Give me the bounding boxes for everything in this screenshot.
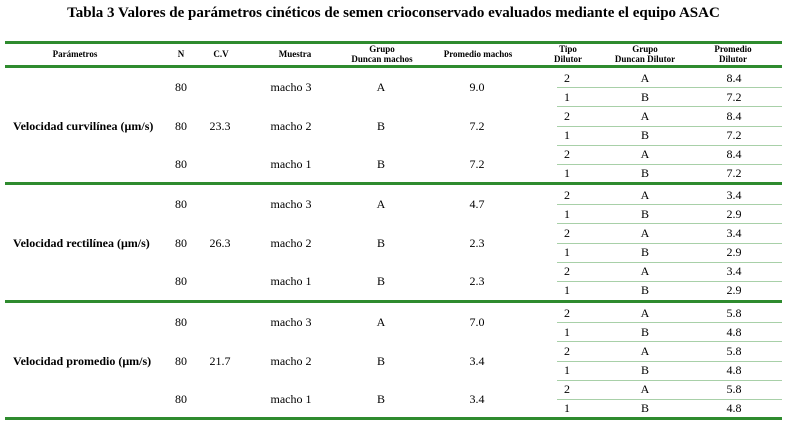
dilutor-row-divider (557, 341, 782, 342)
tipo-dilutor-value: 2 (564, 264, 570, 279)
promedio-machos-value: 4.7 (469, 197, 485, 212)
tipo-dilutor-value: 2 (564, 70, 570, 85)
grupo-machos-value: B (376, 235, 386, 250)
dilutor-row-divider (557, 399, 782, 400)
col-header-tipo-dilutor (547, 42, 589, 66)
tipo-dilutor-value: 1 (564, 89, 570, 104)
promedio-dilutor-value: 7.2 (726, 166, 742, 181)
col-header-promedio-machos (432, 42, 524, 66)
n-value: 80 (175, 273, 187, 288)
dilutor-row-divider (557, 126, 782, 127)
col-header-label: Duncan machos (351, 54, 413, 64)
promedio-machos-value: 7.2 (469, 118, 485, 133)
n-value: 80 (175, 197, 187, 212)
grupo-dilutor-value: B (640, 206, 650, 221)
promedio-dilutor-value: 4.8 (726, 363, 742, 378)
grupo-machos-value: B (376, 391, 386, 406)
grupo-dilutor-value: B (640, 401, 650, 416)
n-value: 80 (175, 156, 187, 171)
parameter-label: Velocidad promedio (μm/s) (13, 353, 152, 368)
grupo-machos-value: B (376, 353, 386, 368)
parameter-label: Velocidad rectilínea (μm/s) (13, 235, 150, 250)
col-header-grupo-machos (340, 42, 424, 66)
tipo-dilutor-value: 2 (564, 147, 570, 162)
promedio-machos-value: 3.4 (469, 353, 485, 368)
promedio-machos-value: 9.0 (469, 80, 485, 95)
promedio-machos-value: 2.3 (469, 235, 485, 250)
col-header-muestra (255, 42, 335, 66)
grupo-dilutor-value: B (640, 363, 650, 378)
n-value: 80 (175, 80, 187, 95)
col-header-label: N (177, 49, 185, 59)
promedio-dilutor-value: 8.4 (726, 147, 742, 162)
dilutor-row-divider (557, 223, 782, 224)
grupo-dilutor-value: A (640, 70, 650, 85)
promedio-machos-value: 7.2 (469, 156, 485, 171)
muestra-value: macho 2 (270, 118, 312, 133)
promedio-dilutor-value: 3.4 (726, 264, 742, 279)
dilutor-row-divider (557, 243, 782, 244)
grupo-dilutor-value: A (640, 382, 650, 397)
col-header-label: Dilutor (718, 54, 747, 64)
table-bottom-rule (5, 417, 782, 420)
grupo-dilutor-value: A (640, 147, 650, 162)
col-header-label: Promedio machos (443, 49, 513, 59)
cv-value: 21.7 (209, 353, 231, 368)
promedio-machos-value: 2.3 (469, 273, 485, 288)
parameter-label: Velocidad curvilínea (μm/s) (13, 118, 154, 133)
tipo-dilutor-value: 2 (564, 187, 570, 202)
muestra-value: macho 1 (270, 391, 312, 406)
promedio-machos-value: 3.4 (469, 391, 485, 406)
grupo-machos-value: B (376, 118, 386, 133)
n-value: 80 (175, 118, 187, 133)
muestra-value: macho 3 (270, 197, 312, 212)
muestra-value: macho 3 (270, 315, 312, 330)
col-header-label: Dilutor (554, 54, 582, 64)
col-header-label: Tipo (559, 44, 577, 54)
promedio-dilutor-value: 4.8 (726, 401, 742, 416)
muestra-value: macho 3 (270, 80, 312, 95)
tipo-dilutor-value: 1 (564, 324, 570, 339)
grupo-dilutor-value: A (640, 108, 650, 123)
dilutor-row-divider (557, 106, 782, 107)
grupo-dilutor-value: A (640, 264, 650, 279)
grupo-dilutor-value: B (640, 245, 650, 260)
promedio-dilutor-value: 2.9 (726, 206, 742, 221)
cv-value: 23.3 (209, 118, 231, 133)
table-title: Tabla 3 Valores de parámetros cinéticos de semen crioconservado evaluados mediante el equipo ASAC (67, 5, 720, 21)
grupo-dilutor-value: A (640, 305, 650, 320)
n-value: 80 (175, 315, 187, 330)
muestra-value: macho 2 (270, 353, 312, 368)
tipo-dilutor-value: 1 (564, 283, 570, 298)
grupo-dilutor-value: B (640, 324, 650, 339)
col-header-grupo-dilutor (605, 42, 685, 66)
tipo-dilutor-value: 1 (564, 206, 570, 221)
dilutor-row-divider (557, 361, 782, 362)
tipo-dilutor-value: 1 (564, 128, 570, 143)
promedio-dilutor-value: 7.2 (726, 128, 742, 143)
promedio-dilutor-value: 8.4 (726, 108, 742, 123)
dilutor-row-divider (557, 87, 782, 88)
col-header-n (166, 42, 196, 66)
col-header-label: Promedio (714, 44, 752, 54)
dilutor-row-divider (557, 322, 782, 323)
promedio-dilutor-value: 2.9 (726, 283, 742, 298)
promedio-dilutor-value: 3.4 (726, 225, 742, 240)
grupo-dilutor-value: B (640, 128, 650, 143)
col-header-parametros (5, 42, 145, 66)
tipo-dilutor-value: 2 (564, 343, 570, 358)
dilutor-row-divider (557, 204, 782, 205)
promedio-dilutor-value: 5.8 (726, 343, 742, 358)
col-header-label: Grupo (632, 44, 658, 54)
section-rule (5, 300, 782, 303)
col-header-promedio-dilutor (703, 42, 763, 66)
cv-value: 26.3 (209, 235, 231, 250)
promedio-machos-value: 7.0 (469, 315, 485, 330)
dilutor-row-divider (557, 380, 782, 381)
tipo-dilutor-value: 1 (564, 363, 570, 378)
section-rule (5, 182, 782, 185)
muestra-value: macho 1 (270, 273, 312, 288)
col-header-label: Grupo (369, 44, 395, 54)
tipo-dilutor-value: 1 (564, 166, 570, 181)
promedio-dilutor-value: 5.8 (726, 305, 742, 320)
grupo-machos-value: A (376, 197, 386, 212)
promedio-dilutor-value: 2.9 (726, 245, 742, 260)
tipo-dilutor-value: 2 (564, 108, 570, 123)
col-header-label: C.V (213, 49, 229, 59)
promedio-dilutor-value: 7.2 (726, 89, 742, 104)
tipo-dilutor-value: 2 (564, 225, 570, 240)
grupo-machos-value: A (376, 315, 386, 330)
grupo-dilutor-value: A (640, 225, 650, 240)
dilutor-row-divider (557, 281, 782, 282)
dilutor-row-divider (557, 164, 782, 165)
grupo-machos-value: A (376, 80, 386, 95)
promedio-dilutor-value: 5.8 (726, 382, 742, 397)
col-header-label: Duncan Dilutor (614, 54, 676, 64)
tipo-dilutor-value: 1 (564, 245, 570, 260)
n-value: 80 (175, 391, 187, 406)
grupo-dilutor-value: B (640, 166, 650, 181)
grupo-dilutor-value: B (640, 89, 650, 104)
muestra-value: macho 2 (270, 235, 312, 250)
tipo-dilutor-value: 2 (564, 382, 570, 397)
col-header-label: Parámetros (52, 49, 98, 59)
col-header-label: Muestra (278, 49, 312, 59)
grupo-dilutor-value: A (640, 187, 650, 202)
promedio-dilutor-value: 4.8 (726, 324, 742, 339)
grupo-machos-value: B (376, 273, 386, 288)
n-value: 80 (175, 353, 187, 368)
n-value: 80 (175, 235, 187, 250)
grupo-machos-value: B (376, 156, 386, 171)
tipo-dilutor-value: 2 (564, 305, 570, 320)
promedio-dilutor-value: 3.4 (726, 187, 742, 202)
tipo-dilutor-value: 1 (564, 401, 570, 416)
grupo-dilutor-value: B (640, 283, 650, 298)
col-header-cv (200, 42, 242, 66)
promedio-dilutor-value: 8.4 (726, 70, 742, 85)
dilutor-row-divider (557, 262, 782, 263)
muestra-value: macho 1 (270, 156, 312, 171)
grupo-dilutor-value: A (640, 343, 650, 358)
dilutor-row-divider (557, 145, 782, 146)
